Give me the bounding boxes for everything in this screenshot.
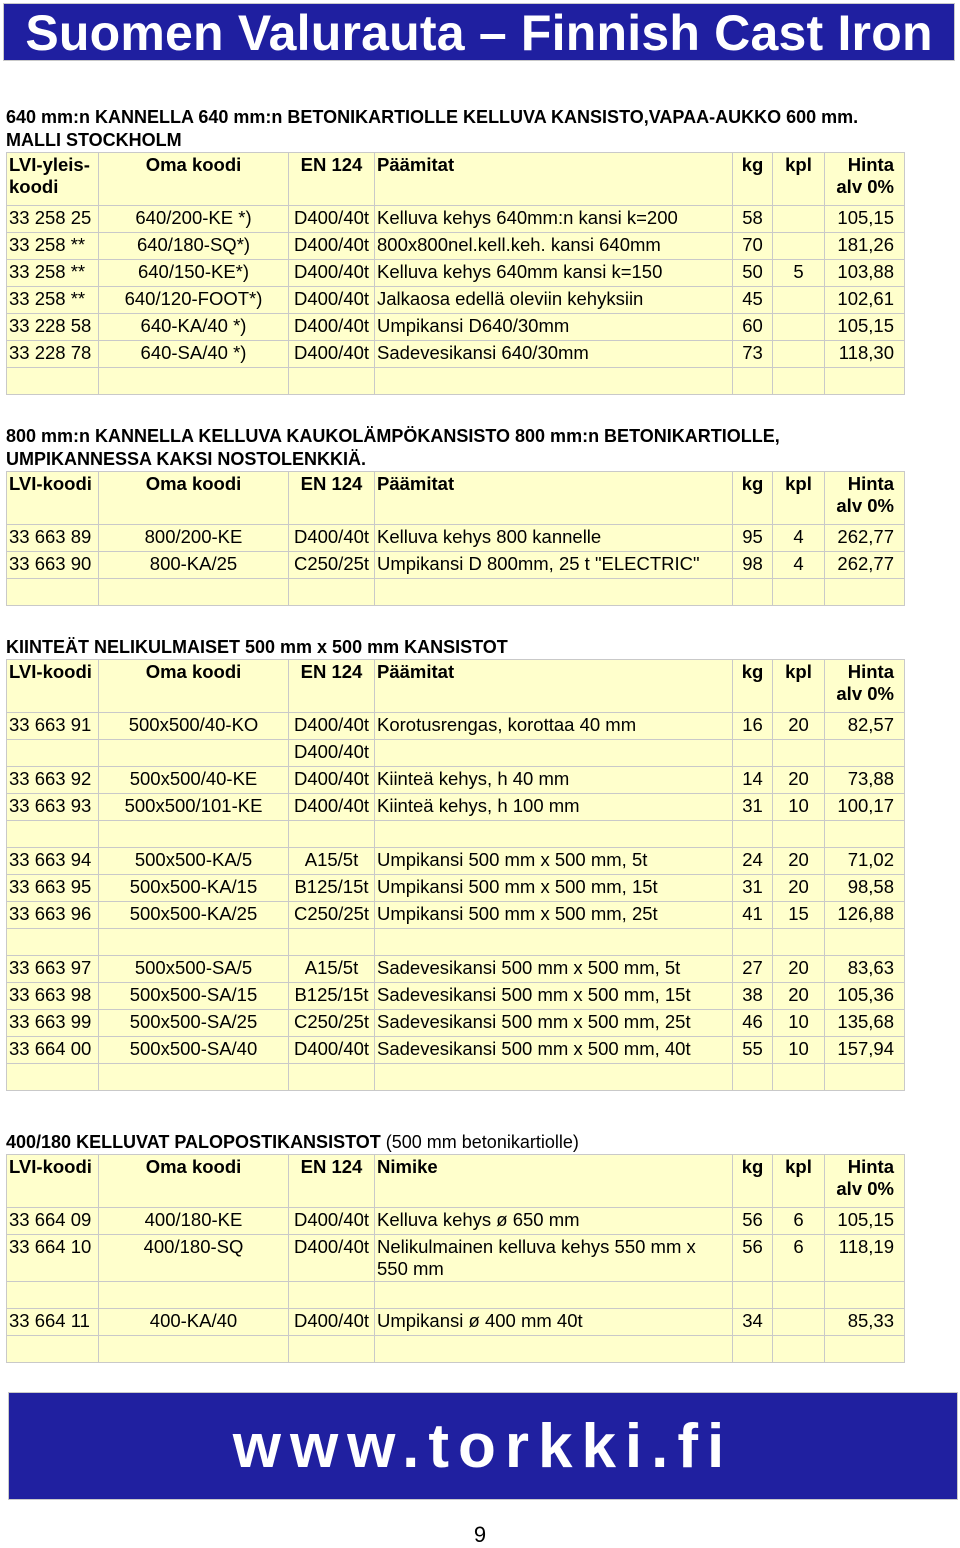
- column-header: EN 124: [289, 660, 375, 713]
- table-cell: [375, 368, 733, 395]
- table-cell: 640/180-SQ*): [99, 233, 289, 260]
- table-cell: 31: [733, 875, 773, 902]
- price-table: [6, 152, 905, 395]
- table-cell: [289, 1336, 375, 1363]
- column-header: Oma koodi: [99, 153, 289, 206]
- table-cell: 27: [733, 956, 773, 983]
- section-1: [6, 106, 904, 395]
- table-cell: 33 663 95: [7, 875, 99, 902]
- table-cell: 400-KA/40: [99, 1309, 289, 1336]
- table-cell: B125/15t: [289, 983, 375, 1010]
- column-header: Hinta alv 0%: [825, 660, 905, 713]
- table-cell: [289, 929, 375, 956]
- table-cell: 33 664 11: [7, 1309, 99, 1336]
- column-header: LVI-koodi: [7, 1155, 99, 1208]
- price-table: [6, 1154, 905, 1363]
- section-4: [6, 1131, 904, 1363]
- table-cell: [99, 929, 289, 956]
- table-row: [7, 1010, 905, 1037]
- table-cell: 55: [733, 1037, 773, 1064]
- table-cell: [7, 740, 99, 767]
- column-header: Päämitat: [375, 472, 733, 525]
- table-cell: Umpikansi D640/30mm: [375, 314, 733, 341]
- table-cell: 85,33: [825, 1309, 905, 1336]
- table-cell: 640/200-KE *): [99, 206, 289, 233]
- table-cell: D400/40t: [289, 260, 375, 287]
- spacer-row: [7, 929, 905, 956]
- table-cell: D400/40t: [289, 341, 375, 368]
- table-cell: [773, 314, 825, 341]
- column-header: Nimike: [375, 1155, 733, 1208]
- section-note: (500 mm betonikartiolle): [385, 1132, 579, 1152]
- table-cell: Sadevesikansi 500 mm x 500 mm, 25t: [375, 1010, 733, 1037]
- table-cell: Kelluva kehys 640mm:n kansi k=200: [375, 206, 733, 233]
- table-cell: 56: [733, 1208, 773, 1235]
- table-header: [7, 153, 905, 206]
- table-cell: [7, 579, 99, 606]
- table-header: [7, 472, 905, 525]
- table-cell: 5: [773, 260, 825, 287]
- table-cell: Jalkaosa edellä oleviin kehyksiin: [375, 287, 733, 314]
- table-cell: [99, 1282, 289, 1309]
- table-cell: 20: [773, 848, 825, 875]
- column-header: kpl: [773, 153, 825, 206]
- table-cell: 181,26: [825, 233, 905, 260]
- table-cell: D400/40t: [289, 525, 375, 552]
- spacer-row: [7, 1282, 905, 1309]
- table-cell: D400/40t: [289, 314, 375, 341]
- table-cell: D400/40t: [289, 233, 375, 260]
- table-cell: Kiinteä kehys, h 40 mm: [375, 767, 733, 794]
- table-cell: 157,94: [825, 1037, 905, 1064]
- column-header: Oma koodi: [99, 1155, 289, 1208]
- table-cell: [7, 821, 99, 848]
- table-cell: 262,77: [825, 552, 905, 579]
- column-header: EN 124: [289, 472, 375, 525]
- table-cell: [825, 929, 905, 956]
- table-cell: [733, 1282, 773, 1309]
- table-cell: [825, 740, 905, 767]
- table-cell: 33 228 58: [7, 314, 99, 341]
- table-cell: [773, 1309, 825, 1336]
- table-cell: [733, 1064, 773, 1091]
- table-cell: [733, 821, 773, 848]
- column-header: LVI-koodi: [7, 472, 99, 525]
- table-cell: 33 258 **: [7, 233, 99, 260]
- table-cell: [7, 929, 99, 956]
- table-cell: [773, 341, 825, 368]
- table-cell: 14: [733, 767, 773, 794]
- table-cell: [773, 1282, 825, 1309]
- table-cell: 98: [733, 552, 773, 579]
- table-cell: 33 663 94: [7, 848, 99, 875]
- table-cell: 100,17: [825, 794, 905, 821]
- table-cell: [375, 1064, 733, 1091]
- table-cell: 33 663 99: [7, 1010, 99, 1037]
- table-cell: 500x500-SA/5: [99, 956, 289, 983]
- table-row: [7, 1235, 905, 1282]
- table-cell: D400/40t: [289, 206, 375, 233]
- table-cell: 10: [773, 1037, 825, 1064]
- table-cell: D400/40t: [289, 713, 375, 740]
- column-header: kpl: [773, 472, 825, 525]
- page-title: Suomen Valurauta – Finnish Cast Iron: [25, 5, 933, 61]
- table-cell: 640-SA/40 *): [99, 341, 289, 368]
- table-cell: [733, 929, 773, 956]
- table-cell: [289, 1064, 375, 1091]
- table-cell: Kelluva kehys ø 650 mm: [375, 1208, 733, 1235]
- table-row: [7, 740, 905, 767]
- spacer-row: [7, 821, 905, 848]
- table-cell: [773, 579, 825, 606]
- table-row: [7, 956, 905, 983]
- table-row: [7, 287, 905, 314]
- table-cell: [825, 1064, 905, 1091]
- price-list: [6, 84, 904, 1363]
- table-cell: [773, 287, 825, 314]
- table-cell: 73: [733, 341, 773, 368]
- section-title: [6, 106, 904, 152]
- table-cell: 31: [733, 794, 773, 821]
- table-cell: 34: [733, 1309, 773, 1336]
- table-row: [7, 233, 905, 260]
- section-heading: 800 mm:n KANNELLA KELLUVA KAUKOLÄMPÖKANSISTO 800 mm:n BETONIKARTIOLLE, UMPIKANNESSA KAKSI NOSTOLENKKIÄ.: [6, 426, 780, 469]
- table-cell: D400/40t: [289, 1309, 375, 1336]
- table-cell: 6: [773, 1235, 825, 1282]
- table-row: [7, 848, 905, 875]
- table-cell: 38: [733, 983, 773, 1010]
- table-cell: [7, 1282, 99, 1309]
- table-cell: D400/40t: [289, 1037, 375, 1064]
- table-row: [7, 983, 905, 1010]
- table-cell: 102,61: [825, 287, 905, 314]
- price-table: [6, 659, 905, 1091]
- table-cell: [375, 929, 733, 956]
- table-cell: 73,88: [825, 767, 905, 794]
- table-cell: 45: [733, 287, 773, 314]
- page-number: 9: [473, 1522, 487, 1547]
- table-cell: 33 663 90: [7, 552, 99, 579]
- column-header: kg: [733, 472, 773, 525]
- column-header: kpl: [773, 1155, 825, 1208]
- table-cell: 4: [773, 525, 825, 552]
- table-cell: [289, 368, 375, 395]
- table-row: [7, 875, 905, 902]
- table-cell: 500x500-KA/5: [99, 848, 289, 875]
- table-cell: C250/25t: [289, 902, 375, 929]
- table-cell: [733, 368, 773, 395]
- table-cell: Kelluva kehys 640mm kansi k=150: [375, 260, 733, 287]
- table-cell: 58: [733, 206, 773, 233]
- table-row: [7, 713, 905, 740]
- table-cell: 105,36: [825, 983, 905, 1010]
- table-cell: 800/200-KE: [99, 525, 289, 552]
- table-row: [7, 525, 905, 552]
- table-cell: 50: [733, 260, 773, 287]
- table-cell: [99, 740, 289, 767]
- column-header: LVI-koodi: [7, 660, 99, 713]
- table-cell: Umpikansi 500 mm x 500 mm, 5t: [375, 848, 733, 875]
- table-cell: 98,58: [825, 875, 905, 902]
- section-title: [6, 425, 904, 471]
- column-header: EN 124: [289, 1155, 375, 1208]
- table-cell: 33 663 92: [7, 767, 99, 794]
- table-cell: Kelluva kehys 800 kannelle: [375, 525, 733, 552]
- website-url: www.torkki.fi: [232, 1412, 734, 1481]
- website-banner: [8, 1392, 958, 1500]
- table-cell: D400/40t: [289, 1208, 375, 1235]
- table-cell: 33 663 89: [7, 525, 99, 552]
- table-cell: Nelikulmainen kelluva kehys 550 mm x 550 mm: [375, 1235, 733, 1282]
- table-cell: [375, 821, 733, 848]
- table-cell: Sadevesikansi 500 mm x 500 mm, 5t: [375, 956, 733, 983]
- table-row: [7, 1208, 905, 1235]
- table-cell: [825, 1336, 905, 1363]
- table-cell: 6: [773, 1208, 825, 1235]
- table-cell: 500x500-SA/15: [99, 983, 289, 1010]
- table-cell: 33 663 91: [7, 713, 99, 740]
- column-header: Hinta alv 0%: [825, 1155, 905, 1208]
- table-cell: [773, 1336, 825, 1363]
- table-cell: [7, 1064, 99, 1091]
- table-cell: C250/25t: [289, 1010, 375, 1037]
- table-row: [7, 902, 905, 929]
- table-cell: Sadevesikansi 640/30mm: [375, 341, 733, 368]
- spacer-row: [7, 579, 905, 606]
- table-cell: 500x500-KA/25: [99, 902, 289, 929]
- table-cell: [773, 368, 825, 395]
- table-cell: 500x500/40-KE: [99, 767, 289, 794]
- table-cell: A15/5t: [289, 848, 375, 875]
- table-cell: 500x500-SA/40: [99, 1037, 289, 1064]
- table-cell: [289, 1282, 375, 1309]
- table-row: [7, 794, 905, 821]
- column-header: EN 124: [289, 153, 375, 206]
- title-banner: [3, 3, 955, 61]
- table-cell: 20: [773, 956, 825, 983]
- table-cell: [733, 579, 773, 606]
- table-cell: Sadevesikansi 500 mm x 500 mm, 15t: [375, 983, 733, 1010]
- spacer-row: [7, 1064, 905, 1091]
- table-cell: 33 664 00: [7, 1037, 99, 1064]
- table-cell: 46: [733, 1010, 773, 1037]
- table-cell: [7, 1336, 99, 1363]
- table-row: [7, 314, 905, 341]
- table-cell: 33 663 97: [7, 956, 99, 983]
- column-header: Päämitat: [375, 153, 733, 206]
- table-cell: [733, 740, 773, 767]
- table-cell: [375, 1282, 733, 1309]
- table-cell: 16: [733, 713, 773, 740]
- table-cell: 24: [733, 848, 773, 875]
- table-cell: [733, 1336, 773, 1363]
- table-cell: 33 663 98: [7, 983, 99, 1010]
- table-cell: [773, 206, 825, 233]
- table-cell: [375, 579, 733, 606]
- table-cell: 60: [733, 314, 773, 341]
- table-cell: 400/180-KE: [99, 1208, 289, 1235]
- table-cell: [99, 1064, 289, 1091]
- table-cell: 70: [733, 233, 773, 260]
- column-header: kpl: [773, 660, 825, 713]
- table-cell: 103,88: [825, 260, 905, 287]
- table-cell: 126,88: [825, 902, 905, 929]
- table-cell: Umpikansi D 800mm, 25 t "ELECTRIC": [375, 552, 733, 579]
- table-cell: [773, 1064, 825, 1091]
- table-cell: 10: [773, 1010, 825, 1037]
- table-cell: [375, 1336, 733, 1363]
- table-row: [7, 341, 905, 368]
- table-cell: 20: [773, 983, 825, 1010]
- table-cell: 800-KA/25: [99, 552, 289, 579]
- table-cell: A15/5t: [289, 956, 375, 983]
- table-cell: Umpikansi ø 400 mm 40t: [375, 1309, 733, 1336]
- column-header: Hinta alv 0%: [825, 472, 905, 525]
- table-cell: 20: [773, 767, 825, 794]
- section-heading: 400/180 KELLUVAT PALOPOSTIKANSISTOT: [6, 1132, 381, 1152]
- table-cell: [773, 233, 825, 260]
- section-title: [6, 1131, 904, 1154]
- table-cell: 262,77: [825, 525, 905, 552]
- column-header: LVI-yleis-koodi: [7, 153, 99, 206]
- table-cell: 82,57: [825, 713, 905, 740]
- section-2: [6, 425, 904, 606]
- table-cell: Kiinteä kehys, h 100 mm: [375, 794, 733, 821]
- price-table: [6, 471, 905, 606]
- table-cell: [825, 579, 905, 606]
- table-cell: D400/40t: [289, 767, 375, 794]
- table-cell: 20: [773, 713, 825, 740]
- column-header: kg: [733, 660, 773, 713]
- table-cell: Umpikansi 500 mm x 500 mm, 25t: [375, 902, 733, 929]
- table-cell: [99, 368, 289, 395]
- table-cell: 640/150-KE*): [99, 260, 289, 287]
- table-cell: [99, 1336, 289, 1363]
- table-cell: 500x500-SA/25: [99, 1010, 289, 1037]
- table-cell: C250/25t: [289, 552, 375, 579]
- table-cell: 4: [773, 552, 825, 579]
- table-header: [7, 660, 905, 713]
- table-cell: [99, 579, 289, 606]
- table-cell: 118,19: [825, 1235, 905, 1282]
- table-cell: D400/40t: [289, 740, 375, 767]
- table-cell: Korotusrengas, korottaa 40 mm: [375, 713, 733, 740]
- table-cell: 135,68: [825, 1010, 905, 1037]
- table-cell: 105,15: [825, 1208, 905, 1235]
- column-header: Päämitat: [375, 660, 733, 713]
- section-title: [6, 636, 904, 659]
- table-cell: 41: [733, 902, 773, 929]
- table-header: [7, 1155, 905, 1208]
- table-cell: 640/120-FOOT*): [99, 287, 289, 314]
- table-cell: [7, 368, 99, 395]
- table-cell: 10: [773, 794, 825, 821]
- table-row: [7, 1309, 905, 1336]
- table-row: [7, 1037, 905, 1064]
- table-cell: 33 664 09: [7, 1208, 99, 1235]
- table-cell: D400/40t: [289, 794, 375, 821]
- table-cell: 83,63: [825, 956, 905, 983]
- table-cell: [289, 579, 375, 606]
- table-cell: 33 663 93: [7, 794, 99, 821]
- table-row: [7, 767, 905, 794]
- table-cell: 105,15: [825, 206, 905, 233]
- table-cell: 33 664 10: [7, 1235, 99, 1282]
- table-cell: [773, 740, 825, 767]
- table-cell: 500x500/101-KE: [99, 794, 289, 821]
- table-cell: 118,30: [825, 341, 905, 368]
- table-cell: D400/40t: [289, 1235, 375, 1282]
- table-cell: 33 228 78: [7, 341, 99, 368]
- table-cell: [289, 821, 375, 848]
- table-cell: 33 258 25: [7, 206, 99, 233]
- table-cell: 33 258 **: [7, 260, 99, 287]
- table-cell: 95: [733, 525, 773, 552]
- spacer-row: [7, 368, 905, 395]
- spacer-row: [7, 1336, 905, 1363]
- section-heading: KIINTEÄT NELIKULMAISET 500 mm x 500 mm KANSISTOT: [6, 637, 508, 657]
- table-row: [7, 260, 905, 287]
- table-cell: 56: [733, 1235, 773, 1282]
- table-cell: 500x500-KA/15: [99, 875, 289, 902]
- table-cell: 640-KA/40 *): [99, 314, 289, 341]
- table-cell: [773, 821, 825, 848]
- table-cell: [825, 821, 905, 848]
- table-cell: 33 663 96: [7, 902, 99, 929]
- table-cell: [825, 368, 905, 395]
- table-cell: 800x800nel.kell.keh. kansi 640mm: [375, 233, 733, 260]
- table-cell: [99, 821, 289, 848]
- table-cell: Sadevesikansi 500 mm x 500 mm, 40t: [375, 1037, 733, 1064]
- column-header: kg: [733, 1155, 773, 1208]
- section-heading: 640 mm:n KANNELLA 640 mm:n BETONIKARTIOLLE KELLUVA KANSISTO,VAPAA-AUKKO 600 mm. MALLI STOCKHOLM: [6, 107, 859, 150]
- table-cell: [375, 740, 733, 767]
- table-cell: Umpikansi 500 mm x 500 mm, 15t: [375, 875, 733, 902]
- table-cell: 33 258 **: [7, 287, 99, 314]
- table-cell: 71,02: [825, 848, 905, 875]
- table-cell: D400/40t: [289, 287, 375, 314]
- column-header: Oma koodi: [99, 472, 289, 525]
- table-cell: [773, 929, 825, 956]
- table-row: [7, 206, 905, 233]
- table-cell: 15: [773, 902, 825, 929]
- table-cell: 500x500/40-KO: [99, 713, 289, 740]
- table-row: [7, 552, 905, 579]
- table-cell: 105,15: [825, 314, 905, 341]
- column-header: Hinta alv 0%: [825, 153, 905, 206]
- section-3: [6, 636, 904, 1091]
- column-header: Oma koodi: [99, 660, 289, 713]
- table-cell: B125/15t: [289, 875, 375, 902]
- table-cell: 20: [773, 875, 825, 902]
- table-cell: [825, 1282, 905, 1309]
- column-header: kg: [733, 153, 773, 206]
- table-cell: 400/180-SQ: [99, 1235, 289, 1282]
